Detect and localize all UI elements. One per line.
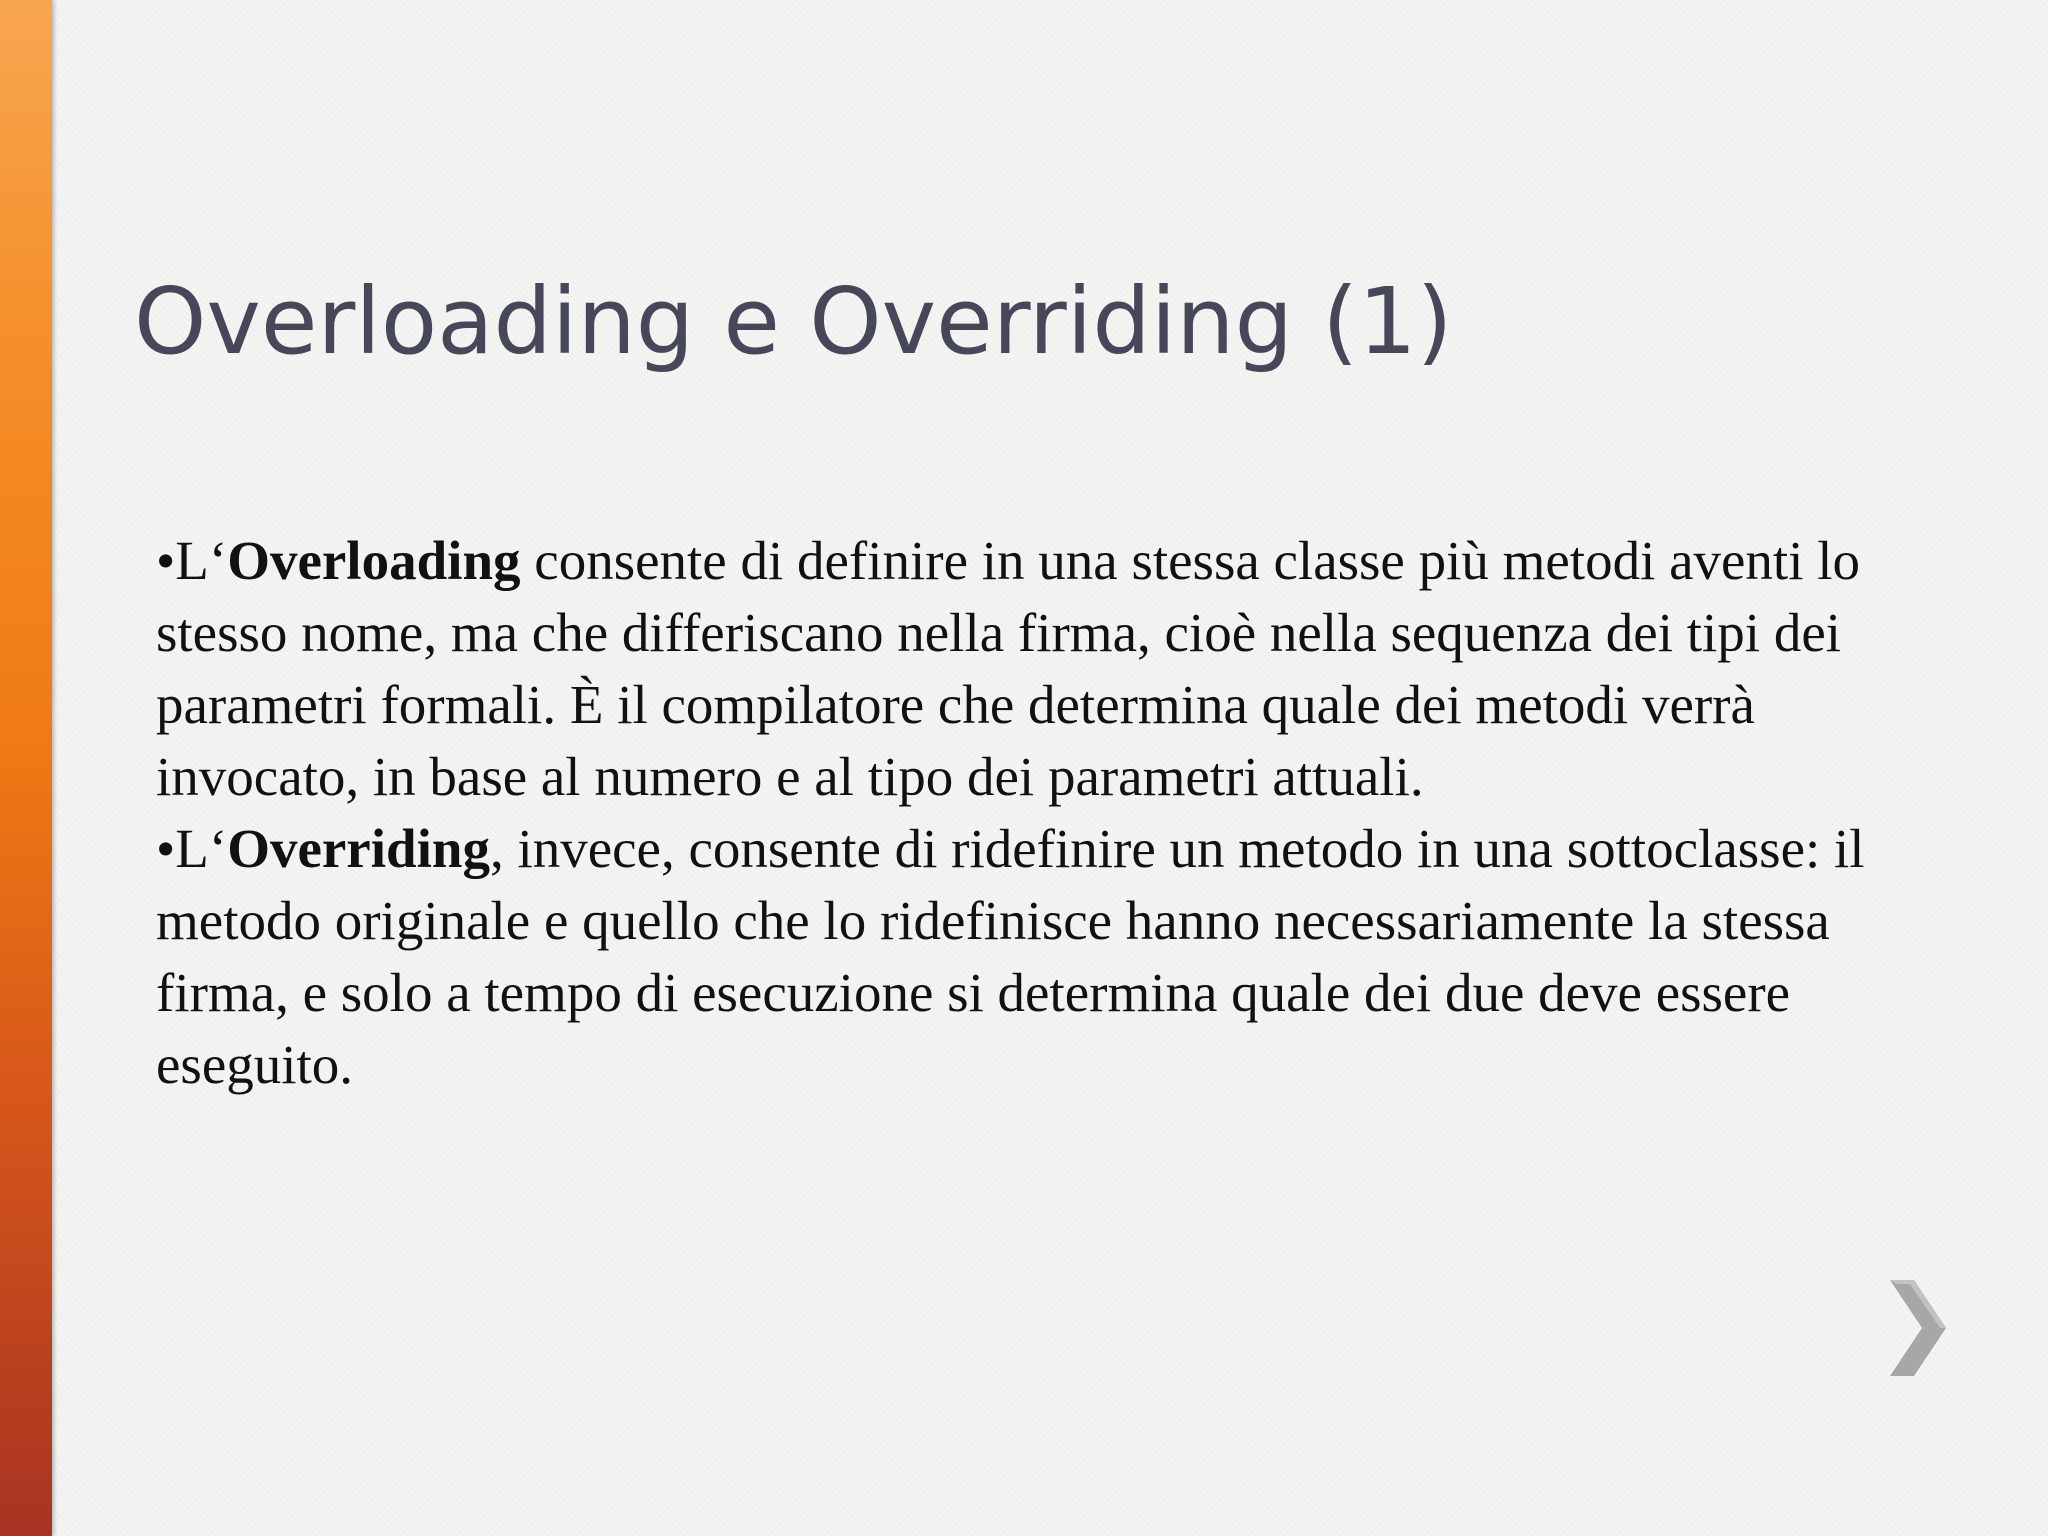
bullet-overriding: [156, 813, 1956, 1101]
bullet-text: consente di definire in una stessa classe più metodi aventi lo stesso nome, ma che differiscano nella firma, cioè nella sequenza dei tipi dei parametri formali. È il compilatore che determina quale dei metodi verrà invocato, in base al numero e al tipo dei parametri attuali.: [156, 530, 1861, 807]
side-accent-bar: [0, 0, 52, 1536]
bullet-prefix: L‘: [175, 530, 228, 591]
slide-body: [156, 525, 1956, 1101]
bullet-marker: •: [156, 818, 176, 879]
bullet-text: , invece, consente di ridefinire un metodo in una sottoclasse: il metodo originale e quello che lo ridefinisce hanno necessariamente la stessa firma, e solo a tempo di esecuzione si determina quale dei due deve essere eseguito.: [156, 818, 1865, 1095]
term-overloading: Overloading: [227, 530, 521, 591]
bullet-overloading: [156, 525, 1956, 813]
term-overriding: Overriding: [227, 818, 490, 879]
slide-title: Overloading e Overriding (1): [134, 268, 1453, 375]
bullet-marker: •: [156, 530, 176, 591]
bullet-prefix: L‘: [175, 818, 228, 879]
chevron-right-icon[interactable]: [1888, 1278, 1948, 1378]
